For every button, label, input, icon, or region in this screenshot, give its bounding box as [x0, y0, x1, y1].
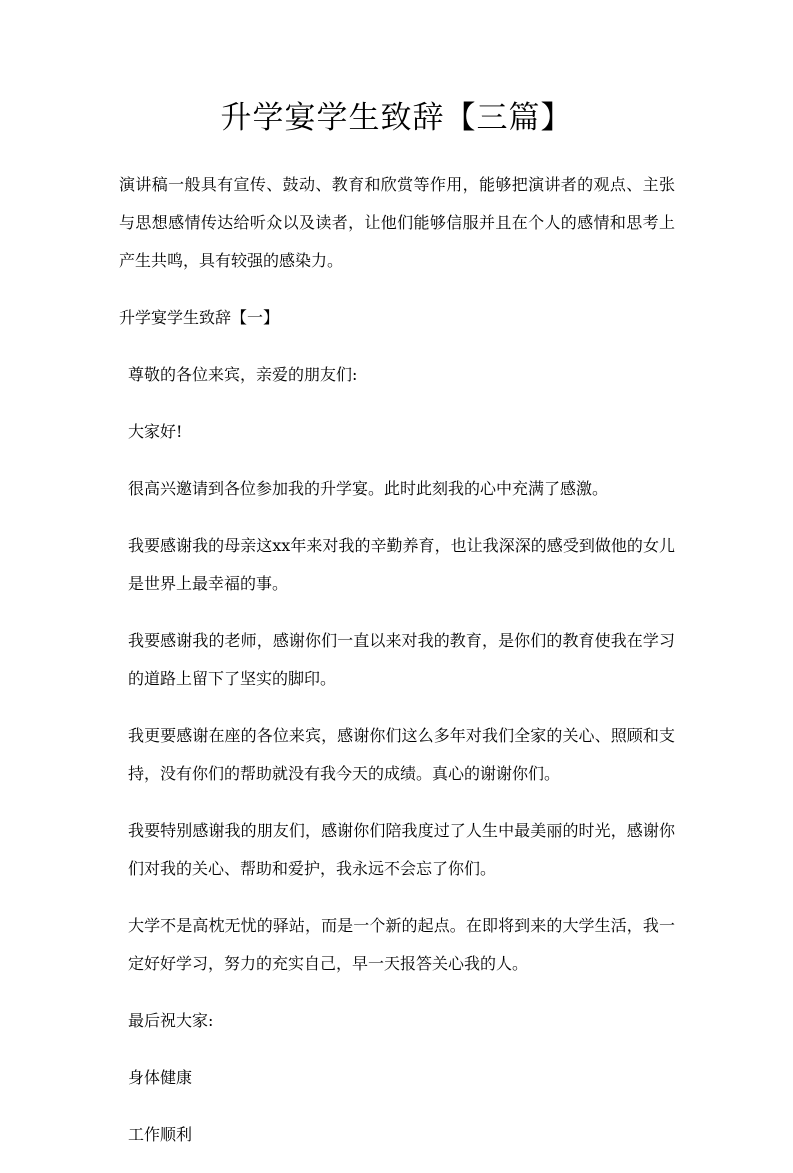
paragraph-welcome: 很高兴邀请到各位参加我的升学宴。此时此刻我的心中充满了感激。	[128, 479, 609, 498]
paragraph-wishes: 最后祝大家:	[128, 1011, 214, 1030]
paragraph-thanks-guests: 我更要感谢在座的各位来宾，感谢你们这么多年对我们全家的关心、照顾和支持，没有你们的帮助就没有我今天的成绩。真心的谢谢你们。	[128, 726, 675, 783]
paragraph-thanks-teacher: 我要感谢我的老师，感谢你们一直以来对我的教育，是你们的教育使我在学习的道路上留下了坚实的脚印。	[128, 631, 675, 688]
paragraph-health: 身体健康	[128, 1068, 193, 1087]
document-title: 升学宴学生致辞【三篇】	[220, 100, 573, 136]
paragraph-hello: 大家好!	[128, 422, 183, 441]
section-heading: 升学宴学生致辞【一】	[119, 308, 280, 327]
document-body	[119, 166, 675, 1173]
intro-paragraph: 演讲稿一般具有宣传、鼓动、教育和欣赏等作用，能够把演讲者的观点、主张与思想感情传达给听众以及读者，让他们能够信服并且在个人的感情和思考上产生共鸣，具有较强的感染力。	[119, 175, 675, 270]
paragraph-thanks-mother: 我要感谢我的母亲这xx年来对我的辛勤养育，也让我深深的感受到做他的女儿是世界上最幸福的事。	[128, 536, 675, 593]
paragraph-greeting: 尊敬的各位来宾，亲爱的朋友们:	[128, 365, 358, 384]
paragraph-university: 大学不是高枕无忧的驿站，而是一个新的起点。在即将到来的大学生活，我一定好好学习，努力的充实自己，早一天报答关心我的人。	[128, 916, 675, 973]
paragraph-work: 工作顺利	[128, 1125, 193, 1144]
paragraph-thanks-friends: 我要特别感谢我的朋友们，感谢你们陪我度过了人生中最美丽的时光，感谢你们对我的关心、帮助和爱护，我永远不会忘了你们。	[128, 821, 675, 878]
